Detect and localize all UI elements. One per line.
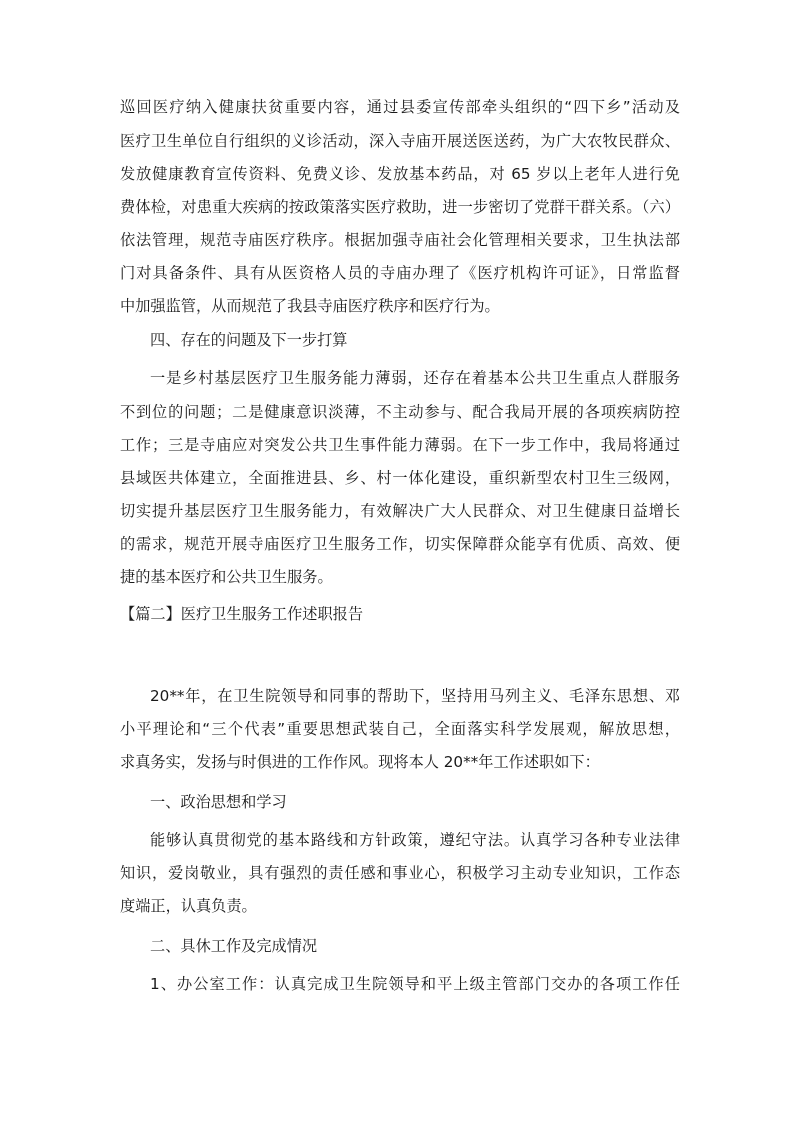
paragraph-line: 求真务实，发扬与时俱进的工作作风。现将本人 20**年工作述职如下： — [120, 753, 600, 771]
paragraph-line: 知识，爱岗敬业，具有强烈的责任感和事业心，积极学习主动专业知识，工作态 — [120, 864, 680, 882]
paragraph-line: 1、办公室工作：认真完成卫生院领导和平上级主管部门交办的各项工作任 — [150, 975, 680, 993]
paragraph-line: 工作；三是寺庙应对突发公共卫生事件能力薄弱。在下一步工作中，我局将通过 — [120, 436, 680, 454]
paragraph-line: 费体检，对患重大疾病的按政策落实医疗救助，进一步密切了党群干群关系。（六） — [120, 198, 680, 216]
section-heading: 一、政治思想和学习 — [150, 793, 287, 811]
paragraph-line: 县域医共体建立，全面推进县、乡、村一体化建设，重织新型农村卫生三级网， — [120, 469, 680, 487]
paragraph-line: 门对具备条件、具有从医资格人员的寺庙办理了《医疗机构许可证》，日常监督 — [120, 264, 680, 282]
section-heading: 四、存在的问题及下一步打算 — [150, 331, 348, 349]
paragraph-line: 的需求，规范开展寺庙医疗卫生服务工作，切实保障群众能享有优质、高效、便 — [120, 535, 680, 553]
section-title: 【篇二】医疗卫生服务工作述职报告 — [120, 605, 363, 623]
paragraph-line: 小平理论和“三个代表”重要思想武装自己，全面落实科学发展观，解放思想， — [120, 720, 680, 738]
paragraph-line: 医疗卫生单位自行组织的义诊活动，深入寺庙开展送医送药，为广大农牧民群众、 — [120, 132, 680, 150]
paragraph-line: 一是乡村基层医疗卫生服务能力薄弱，还存在着基本公共卫生重点人群服务 — [150, 369, 680, 387]
paragraph-line: 切实提升基层医疗卫生服务能力，有效解决广大人民群众、对卫生健康日益增长 — [120, 502, 680, 520]
section-heading: 二、具休工作及完成情况 — [150, 937, 318, 955]
paragraph-line: 中加强监管，从而规范了我县寺庙医疗秩序和医疗行为。 — [120, 297, 500, 315]
paragraph-line: 捷的基本医疗和公共卫生服务。 — [120, 568, 333, 586]
paragraph-line: 发放健康教育宣传资料、免费义诊、发放基本药品，对 65 岁以上老年人进行免 — [120, 165, 680, 183]
paragraph-line: 依法管理，规范寺庙医疗秩序。根据加强寺庙社会化管理相关要求，卫生执法部 — [120, 231, 680, 249]
paragraph-line: 巡回医疗纳入健康扶贫重要内容，通过县委宣传部牵头组织的“四下乡”活动及 — [120, 98, 680, 116]
paragraph-line: 不到位的问题；二是健康意识淡薄，不主动参与、配合我局开展的各项疾病防控 — [120, 403, 680, 421]
paragraph-line: 度端正，认真负责。 — [120, 897, 257, 915]
paragraph-line: 能够认真贯彻党的基本路线和方针政策，遵纪守法。认真学习各种专业法律 — [150, 831, 680, 849]
paragraph-line: 20**年，在卫生院领导和同事的帮助下，坚持用马列主义、毛泽东思想、邓 — [150, 687, 680, 705]
